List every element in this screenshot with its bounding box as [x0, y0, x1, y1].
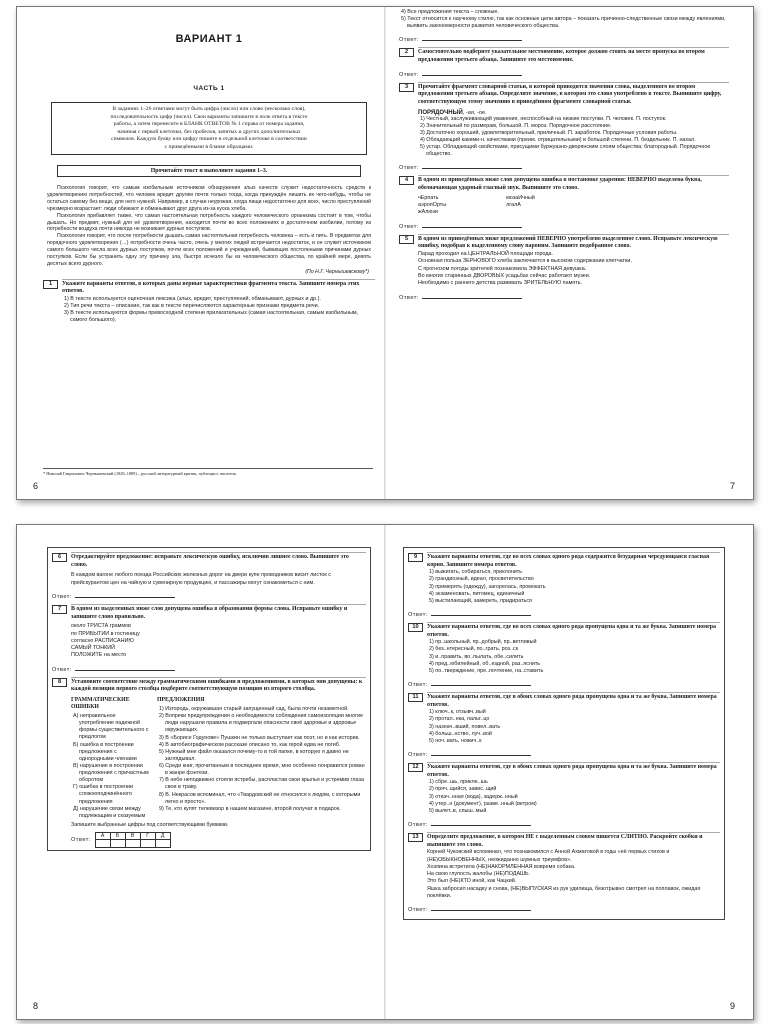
answer-label: Ответ:	[52, 593, 72, 600]
sentence-item: 2) Вопреки предупреждения о необходимости соблюдения самоизоляции многие люди нарушали правила и подвергали опасности своё здоровье и здоровье окружающих.	[159, 713, 363, 734]
answer-line[interactable]	[399, 35, 729, 43]
grid-letter: Д	[155, 833, 170, 840]
page-6	[17, 7, 385, 499]
sentence: Парад проходил на ЦЕНТРАЛЬНОЙ площади города.	[418, 251, 553, 258]
answer-line[interactable]	[399, 293, 729, 301]
column-title: ГРАММАТИЧЕСКИЕ ОШИБКИ	[71, 697, 130, 711]
task-body	[427, 552, 720, 605]
answer-label: Ответ:	[399, 294, 419, 301]
task-question: В одном из выделенных ниже слов допущена ошибка в образовании формы слова. Исправьте ошибку и запишите слово правильно.	[71, 605, 348, 620]
word-form-item: согласно РАСПИСАНИЮ	[71, 637, 134, 644]
text-paragraph: Психология говорит, что после потребности дышать самая настоятельная потребность человека – есть и пить. В предметах для порядочного удовлетворения (…) потребности очень часто, очень у многих людей встречается недостаток, и он служит источником самого большого числа всех дурных поступков, почти всех положений и учреждений, бывающих постоянными причинами дурных поступков. Если бы устранить одну эту причину зла, быстро исчезло бы из человеческого общества, по крайней мере, девять десятых всего дурного.	[47, 233, 371, 267]
task-2	[399, 47, 729, 64]
task-question: Прочитайте фрагмент словарной статьи, в которой приводятся значения слова, выделенного во втором предложении третьего абзаца. Определите значение, в котором это слово употреблено в тексте. Выпишите цифру, соответствующую этому значению в приведённом фрагменте словарной статьи.	[418, 83, 722, 106]
page-9	[385, 525, 753, 1019]
page-8	[17, 525, 385, 1019]
sentence: Основная польза ЗЕРНОВОГО хлеба заключается в высоком содержании клетчатки.	[418, 258, 632, 265]
task-11	[408, 692, 720, 745]
sentences-column	[157, 697, 366, 820]
task-question: Укажите варианты ответов, где во всех словах одного ряда содержится безударная чередующаяся гласная корня. Запишите номера ответов.	[427, 554, 710, 568]
grid-answer-cell[interactable]	[95, 840, 110, 848]
sentence: На свою глупость жалобы (НЕ)ПОДАШЬ.	[427, 871, 531, 878]
task-question: Укажите варианты ответов, в которых даны верные характеристики фрагмента текста. Запишите номера этих ответов.	[62, 280, 360, 295]
task-question: Укажите варианты ответов, где в обоих словах одного ряда пропущена одна и та же буква. Запишите номера ответов.	[427, 693, 717, 708]
answer-label: Ответ:	[408, 611, 428, 618]
sentence: Во многих старинных ДВОРОВЫХ усадьбах сейчас работают музеи.	[418, 272, 591, 279]
answer-line[interactable]	[52, 592, 366, 600]
task-body	[427, 762, 720, 815]
footnote: * Николай Гаврилович Чернышевский (1828–1889) – русский литературный критик, публицист, писатель.	[43, 468, 373, 477]
answer-grid-row	[71, 832, 366, 848]
answer-line[interactable]	[408, 750, 720, 758]
answer-option: 4) утер..н (документ), разве..нный (ветром)	[429, 800, 537, 807]
sentence-item: 9) Те, кто купят телевизор в нашем магазине, второй получат в подарок.	[159, 805, 341, 812]
word-column	[506, 195, 535, 217]
text-source: (По Н.Г. Чернышевскому*)	[305, 268, 369, 275]
word-form-item: САМЫЙ ТОНКИЙ	[71, 645, 116, 652]
dictionary-meaning: 3) Достаточно хороший, удовлетворительный, приличный. П. заработок. Порядочные условия работы.	[420, 129, 678, 136]
task-number: 6	[52, 553, 67, 562]
dictionary-headword: ПОРЯДОЧНЫЙ	[418, 109, 463, 116]
answer-option: 2) протал..нка, пальт..цо	[429, 716, 490, 723]
error-item: В) нарушение в построении предложения с причастным оборотом	[73, 762, 149, 784]
answer-blank[interactable]	[422, 222, 522, 228]
workbook-spread-pages-8-9	[16, 524, 754, 1020]
word-item: мозаИчный	[506, 194, 535, 201]
word-item: лгалА	[506, 202, 521, 209]
sentence-item: 3) В «Борисе Годунове» Пушкин не только выступает как поэт, но и как историк.	[159, 734, 360, 741]
sentence: Это был (НЕ)КТО иной, как Чацкий.	[427, 878, 517, 885]
task-body	[427, 622, 720, 675]
task-question: В одном из приведённых ниже предложений НЕВЕРНО употреблено выделенное слово. Исправьте лексическую ошибку, подобрав к выделенному слову пароним. Запишите подобранное слово.	[418, 235, 718, 250]
grid-letter: Б	[110, 833, 125, 840]
instructions-line: В заданиях 1–26 ответами могут быть цифра (число) или слово (несколько слов),	[112, 106, 306, 112]
answer-label: Ответ:	[71, 837, 91, 844]
answer-option: 2) грандиозный, идеал, просветительство	[429, 576, 534, 583]
answer-blank[interactable]	[431, 905, 531, 911]
task-number: 11	[408, 693, 423, 702]
answer-label: Ответ:	[408, 907, 428, 914]
answer-option: 2) без..нтересный, по..грать, роз..ск	[429, 646, 519, 653]
task-question: Самостоятельно подберите указательное местоимение, которое должно стоять на месте пропуска во втором предложении третьего абзаца. Запишите это местоимение.	[418, 49, 705, 64]
answer-line[interactable]	[408, 905, 720, 913]
answer-blank[interactable]	[431, 610, 531, 616]
sentence: Корней Чуковский вспоминал, что познакомился с Анной Ахматовой в годы «её первых стихов и (НЕ)ОБЫКНОВЕННЫХ, неожиданно шумных триумфов».	[427, 849, 670, 863]
dictionary-meaning: 1) Честный, заслуживающий уважения, неспособный на низкие поступки. П. человек. П. поступок.	[420, 115, 667, 122]
answer-option: 4) Все предложения текста – сложные.	[401, 9, 499, 15]
answer-option: 3) откач..нная (вода), задерж..нный	[429, 793, 518, 800]
answer-label: Ответ:	[52, 666, 72, 673]
answer-option: 1) пр..школьный, пр..добрый, пр..ветливый	[429, 639, 537, 646]
answer-label: Ответ:	[399, 71, 419, 78]
task-question: В одном из приведённых ниже слов допущена ошибка в постановке ударения: НЕВЕРНО выделена буква, обозначающая ударный гласный звук. Выпишите это слово.	[418, 177, 702, 192]
task-number: 8	[52, 678, 67, 687]
answer-option: 5) выстилающий, замереть, придираться	[429, 597, 532, 604]
answer-option: 1) выжигать, собираться, приклонить	[429, 569, 523, 576]
answer-blank[interactable]	[422, 293, 522, 299]
task-number: 4	[399, 176, 414, 185]
workbook-spread-pages-6-7	[16, 6, 754, 500]
answer-option: 3) назнач..вший, повел..вать	[429, 723, 501, 730]
answer-option: 4) экзаменовать, питомец, единичный	[429, 590, 525, 597]
answer-blank[interactable]	[431, 680, 531, 686]
answer-blank[interactable]	[422, 35, 522, 41]
task-13	[408, 832, 720, 900]
word-form-item: по ПРИБЫТИИ в гостиницу	[71, 630, 140, 637]
grid-answer-cell[interactable]	[140, 840, 155, 848]
task-number: 10	[408, 623, 423, 632]
dictionary-meaning: 5) устар. Обладающий свойствами, присущими буржуазно-дворянским слоям общества; благородный. Порядочное общество.	[420, 144, 711, 158]
instructions-line: символов. Каждую букву или цифру пишите в отдельной клеточке в соответствии	[111, 136, 307, 143]
task-question: Укажите варианты ответов, где в обоих словах одного ряда пропущена одна и та же буква. Запишите номера ответов.	[427, 763, 717, 778]
task-8	[52, 677, 366, 848]
task-6	[52, 552, 366, 587]
answer-line[interactable]	[52, 665, 366, 673]
task-number: 7	[52, 605, 67, 614]
sentence: Хозяина встретила (НЕ)НАКОРМЛЕННАЯ вовремя собака.	[427, 863, 576, 870]
sentence: С прогнозом погоды зрителей познакомила ЭФФЕКТНАЯ девушка.	[418, 265, 587, 272]
page-number: 6	[33, 481, 39, 491]
word-item: жАлюзи	[418, 209, 438, 216]
word-form-item: ПОЛОЖИТЕ на место	[71, 652, 127, 659]
answer-option: 1) В тексте используется оценочная лексика (злых, вредит, преступлений, обманывают, дурных и др.).	[64, 295, 321, 302]
page-7	[385, 7, 753, 499]
instructions-box	[51, 102, 367, 155]
answer-blank[interactable]	[75, 665, 175, 671]
answer-blank[interactable]	[75, 592, 175, 598]
instructions-line: с приведёнными в бланке образцами.	[164, 143, 254, 150]
answer-option: 5) по..тверждение, пре..почтение, на..ставить	[429, 667, 544, 674]
grid-letter: Г	[140, 833, 155, 840]
page-frame	[403, 547, 725, 920]
answer-option: 5) ноч..вать, ножич..к	[429, 737, 482, 744]
task-number: 9	[408, 553, 423, 562]
answer-blank[interactable]	[422, 163, 522, 169]
grid-letter: А	[95, 833, 110, 840]
answer-option: 5) вылет..в, слыш..мый	[429, 807, 487, 814]
dictionary-meaning: 4) Обладающий какими-н. качествами (преим. отрицательными) в большой степени. П. бездельник. П. нахал.	[420, 137, 696, 144]
task-number: 12	[408, 763, 423, 772]
dictionary-grammar: , -ая, -ое.	[462, 109, 487, 116]
task-body	[418, 175, 729, 216]
answer-option: 4) больш..нство, луч..вой	[429, 730, 492, 737]
word-form-item: около ТРИСТА граммов	[71, 623, 131, 630]
answer-option: 3) и..править, во..пылать, обе..силить	[429, 653, 524, 660]
answer-line[interactable]	[408, 820, 720, 828]
task-9	[408, 552, 720, 605]
page-number: 7	[729, 481, 735, 491]
task-question: Определите предложение, в котором НЕ с выделенным словом пишется СЛИТНО. Раскройте скобки и выпишите это слово.	[427, 833, 703, 848]
answer-blank[interactable]	[431, 750, 531, 756]
task-number: 3	[399, 83, 414, 92]
dictionary-meaning: 2) Значительный по размерам, большой. П. мороз. Порядочное расстояние.	[420, 122, 612, 129]
task-12	[408, 762, 720, 815]
word-column	[418, 195, 446, 217]
task-number: 2	[399, 48, 414, 57]
part-title: ЧАСТЬ 1	[193, 85, 225, 92]
answer-option: 2) Тип речи текста – описание, так как в тексте перечисляются характерные признаки предмета речи.	[64, 303, 320, 310]
sentence-item: 5) Нужный мне файл оказался почему-то в той папке, в которую я давно не заглядывал.	[159, 748, 349, 762]
task-body	[418, 234, 729, 288]
answer-option: 1) ключ..к, отзывч..вый	[429, 709, 486, 716]
task-question: Установите соответствие между грамматическими ошибками и предложениями, в которых они допущены: к каждой позиции первого столбца подберите соответствующую позицию из второго столбца.	[71, 678, 363, 693]
matching-columns	[71, 697, 366, 820]
answer-label: Ответ:	[399, 223, 419, 230]
answer-label: Ответ:	[399, 165, 419, 172]
answer-grid	[95, 832, 171, 848]
page-frame	[47, 547, 371, 851]
answer-option: 1) сбре..шь, прикле..шь	[429, 779, 488, 786]
sentence: Яшка забросил насадку и снова, (НЕ)ВЫПУСКАЯ из рук удилища, безотрывно смотрел на поплавок, ожидая поклёвки.	[427, 885, 701, 899]
sentence: Необходимо с раннего детства развивать ЗРИТЕЛЬНУЮ память.	[418, 280, 582, 287]
variant-title: ВАРИАНТ 1	[175, 33, 243, 45]
task-body	[71, 552, 366, 587]
stress-word-list	[418, 195, 729, 217]
word-item: чЕрпать	[418, 194, 439, 201]
task-1	[43, 279, 375, 325]
task-10	[408, 622, 720, 675]
answer-line[interactable]	[408, 610, 720, 618]
sentence-item: 1) Изгородь, окружавшая старый запущенный сад, была почти незаметной.	[159, 706, 349, 713]
instructions-line: последовательность цифр (чисел). Свои варианты запишите в поле ответа в тексте	[110, 113, 308, 120]
grid-answer-cell[interactable]	[110, 840, 125, 848]
answer-label: Ответ:	[408, 821, 428, 828]
task-body	[427, 692, 720, 745]
answer-label: Ответ:	[408, 681, 428, 688]
answer-option: 5) Текст относится к научному стилю, так как основные цели автора – показать причинно-следственные связи между явлениями, выявить закономерности развития человеческого общества.	[401, 16, 726, 30]
sentence-item: 7) В небе неподвижно стояли ястребы, распластав свои крылья и устремив глаза свои в траву.	[159, 777, 364, 791]
grid-letter: В	[125, 833, 140, 840]
grid-instruction: Запишите выбранные цифры под соответствующими буквами.	[71, 821, 229, 828]
task-number: 1	[43, 280, 58, 289]
errors-column	[71, 697, 151, 820]
task-4	[399, 175, 729, 216]
answer-option: 2) пряч..щийся, завис..щий	[429, 786, 497, 793]
instructions-line: работы, а затем перенесите в БЛАНК ОТВЕТОВ № 1 справа от номера задания,	[113, 121, 305, 128]
task-body	[62, 279, 375, 325]
error-item: Д) нарушение связи между подлежащим и сказуемым	[73, 805, 146, 819]
answer-line[interactable]	[399, 222, 729, 230]
page-number: 9	[729, 1001, 735, 1011]
word-item: аэропОрты	[418, 202, 447, 209]
answer-blank[interactable]	[422, 70, 522, 76]
task-body	[418, 82, 729, 159]
task-text: В каждом вагоне любого поезда Российских железных дорог на двери купе проводников висит листок с прейскурантом цен на чайную и сувенирную продукцию, и пассажиры могут ознакомиться с ним.	[71, 572, 331, 586]
sentence-item: 4) В автобиографическом рассказе описано то, как герой едва не погиб.	[159, 741, 341, 748]
task-7	[52, 604, 366, 660]
answer-label: Ответ:	[399, 37, 419, 44]
task-number: 5	[399, 235, 414, 244]
text-paragraph: Психология говорит, что самым изобильным источником обнаружения злых качеств служит недостаточность средств к удовлетворению потребностей, что человек вредит другим почти только тогда, когда принуждён лишить их чего-нибудь, чтобы не остаться самому без вещи, для него нужной. Например, в случае неурожая, когда пищи недостаточно для всех, число преступлений чрезмерно возрастает: люди обижают и обманывают друг друга из-за куска хлеба.	[47, 185, 371, 212]
task-body	[71, 604, 366, 660]
error-item: А) неправильное употребление падежной формы существительного с предлогом	[73, 713, 149, 741]
answer-option: 3) В тексте используются формы превосходной степени прилагательных (самая настоятельная, самым изобильным, самого большого).	[64, 310, 359, 324]
error-item: Г) ошибка в построении сложноподчинённого предложения	[73, 784, 134, 805]
answer-blank[interactable]	[431, 820, 531, 826]
answer-line[interactable]	[399, 163, 729, 171]
task-number: 13	[408, 833, 423, 842]
grid-answer-cell[interactable]	[155, 840, 170, 848]
page-number: 8	[33, 1001, 39, 1011]
instructions-line: начиная с первой клеточки, без пробелов, запятых и других дополнительных	[117, 128, 301, 135]
sentence-item: 6) Среди книг, прочитанным в последнее время, мне особенно понравился роман в жанре фэнтези.	[159, 763, 365, 777]
answer-line[interactable]	[408, 680, 720, 688]
sentence-item: 8) В. Некрасов вспоминал, что «Твардовский не относился к людям, с которыми легко и просто».	[159, 791, 361, 805]
error-item: Б) ошибка в построении предложения с однородными членами	[73, 741, 137, 762]
column-title: ПРЕДЛОЖЕНИЯ	[157, 697, 205, 704]
task-5	[399, 234, 729, 288]
task-question: Укажите варианты ответов, где во всех словах одного ряда пропущена одна и та же буква. Запишите номера ответов.	[427, 623, 716, 638]
read-text-header: Прочитайте текст и выполните задания 1–3.	[57, 165, 361, 177]
grid-answer-cell[interactable]	[125, 840, 140, 848]
answer-line[interactable]	[399, 70, 729, 78]
task-body	[71, 677, 366, 848]
task-body	[427, 832, 720, 900]
answer-option: 4) пред..юбилейный, об..ездной, раз..яснить	[429, 660, 541, 667]
answer-option: 3) примерять (одежду), загорелась, промокать	[429, 583, 546, 590]
task-3	[399, 82, 729, 159]
task-body	[418, 47, 729, 64]
task-question: Отредактируйте предложение: исправьте лексическую ошибку, исключив лишнее слово. Выпишите это слово.	[71, 554, 349, 568]
answer-label: Ответ:	[408, 751, 428, 758]
text-paragraph: Психология прибавляет также, что самая настоятельная потребность каждого человеческого организма состоит в том, чтобы дышать. Но предмет, нужный для её удовлетворения, находится почти во всех положениях в достаточном изобилии, потому из потребности воздуха почти никогда не возникает дурных поступков.	[47, 212, 371, 233]
